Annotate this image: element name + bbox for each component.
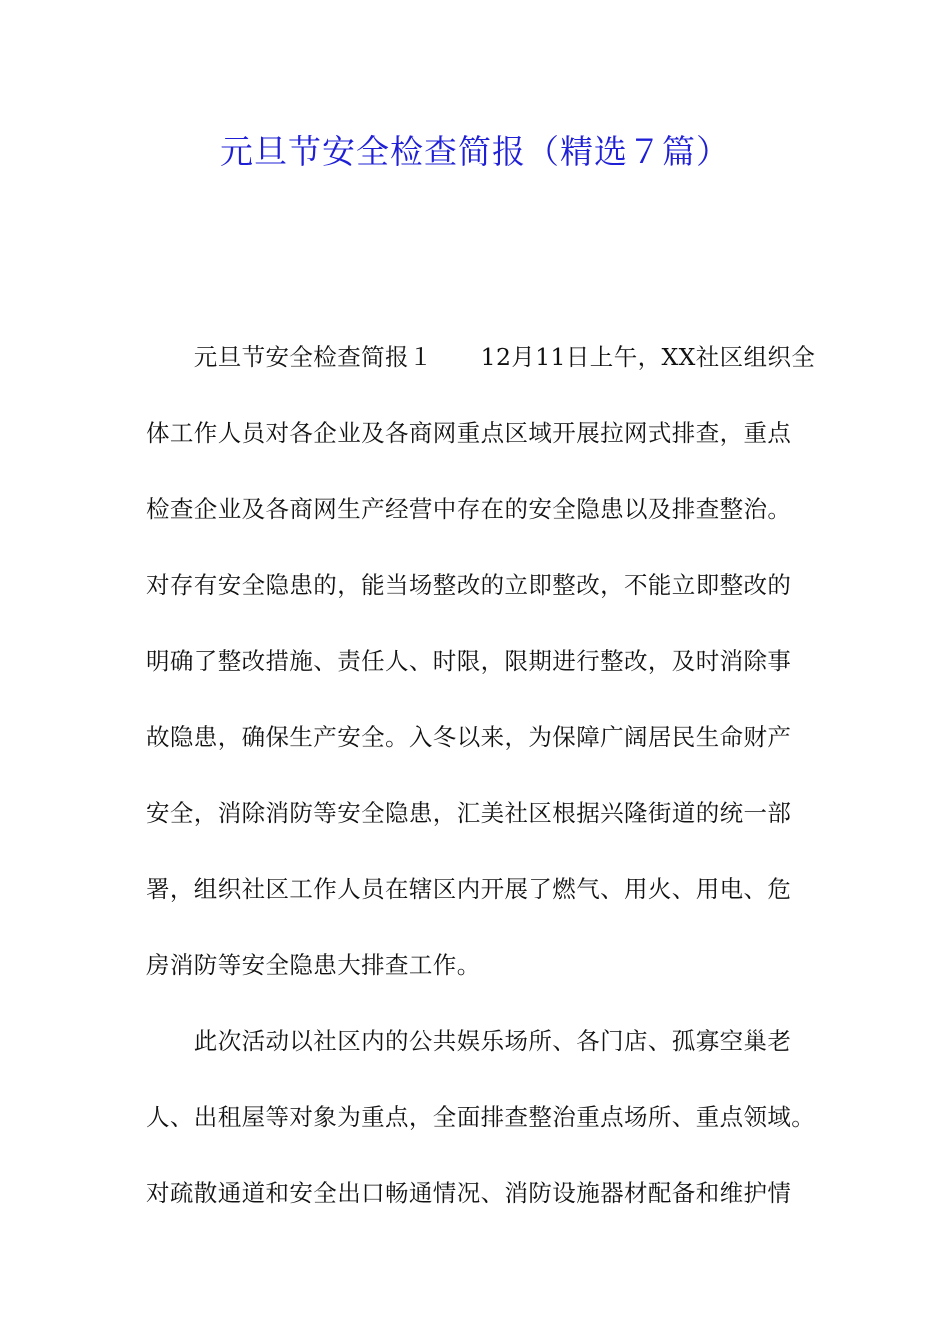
- paragraph-2: [146, 1022, 816, 1212]
- paragraph-line: 故隐患，确保生产安全。入冬以来，为保障广阔居民生命财产: [146, 723, 792, 751]
- paragraph-line: 明确了整改措施、责任人、时限，限期进行整改，及时消除事: [146, 647, 792, 675]
- paragraph-line: 安全，消除消防等安全隐患，汇美社区根据兴隆街道的统一部: [146, 799, 792, 827]
- document-body: [146, 338, 816, 1250]
- paragraph-line: 对存有安全隐患的，能当场整改的立即整改，不能立即整改的: [146, 571, 792, 599]
- paragraph-line: 房消防等安全隐患大排查工作。: [146, 951, 481, 979]
- document-title: 元旦节安全检查简报（精选７篇）: [220, 132, 730, 171]
- paragraph-line: 元旦节安全检查简报１ 12月11日上午，XX社区组织全: [146, 343, 816, 371]
- paragraph-line: 此次活动以社区内的公共娱乐场所、各门店、孤寡空巢老: [146, 1027, 792, 1055]
- paragraph-line: 署，组织社区工作人员在辖区内开展了燃气、用火、用电、危: [146, 875, 792, 903]
- paragraph-line: 人、出租屋等对象为重点，全面排查整治重点场所、重点领域。: [146, 1103, 816, 1131]
- paragraph-line: 对疏散通道和安全出口畅通情况、消防设施器材配备和维护情: [146, 1179, 792, 1207]
- paragraph-line: 体工作人员对各企业及各商网重点区域开展拉网式排查，重点: [146, 419, 792, 447]
- paragraph-1: [146, 338, 816, 984]
- paragraph-line: 检查企业及各商网生产经营中存在的安全隐患以及排查整治。: [146, 495, 792, 523]
